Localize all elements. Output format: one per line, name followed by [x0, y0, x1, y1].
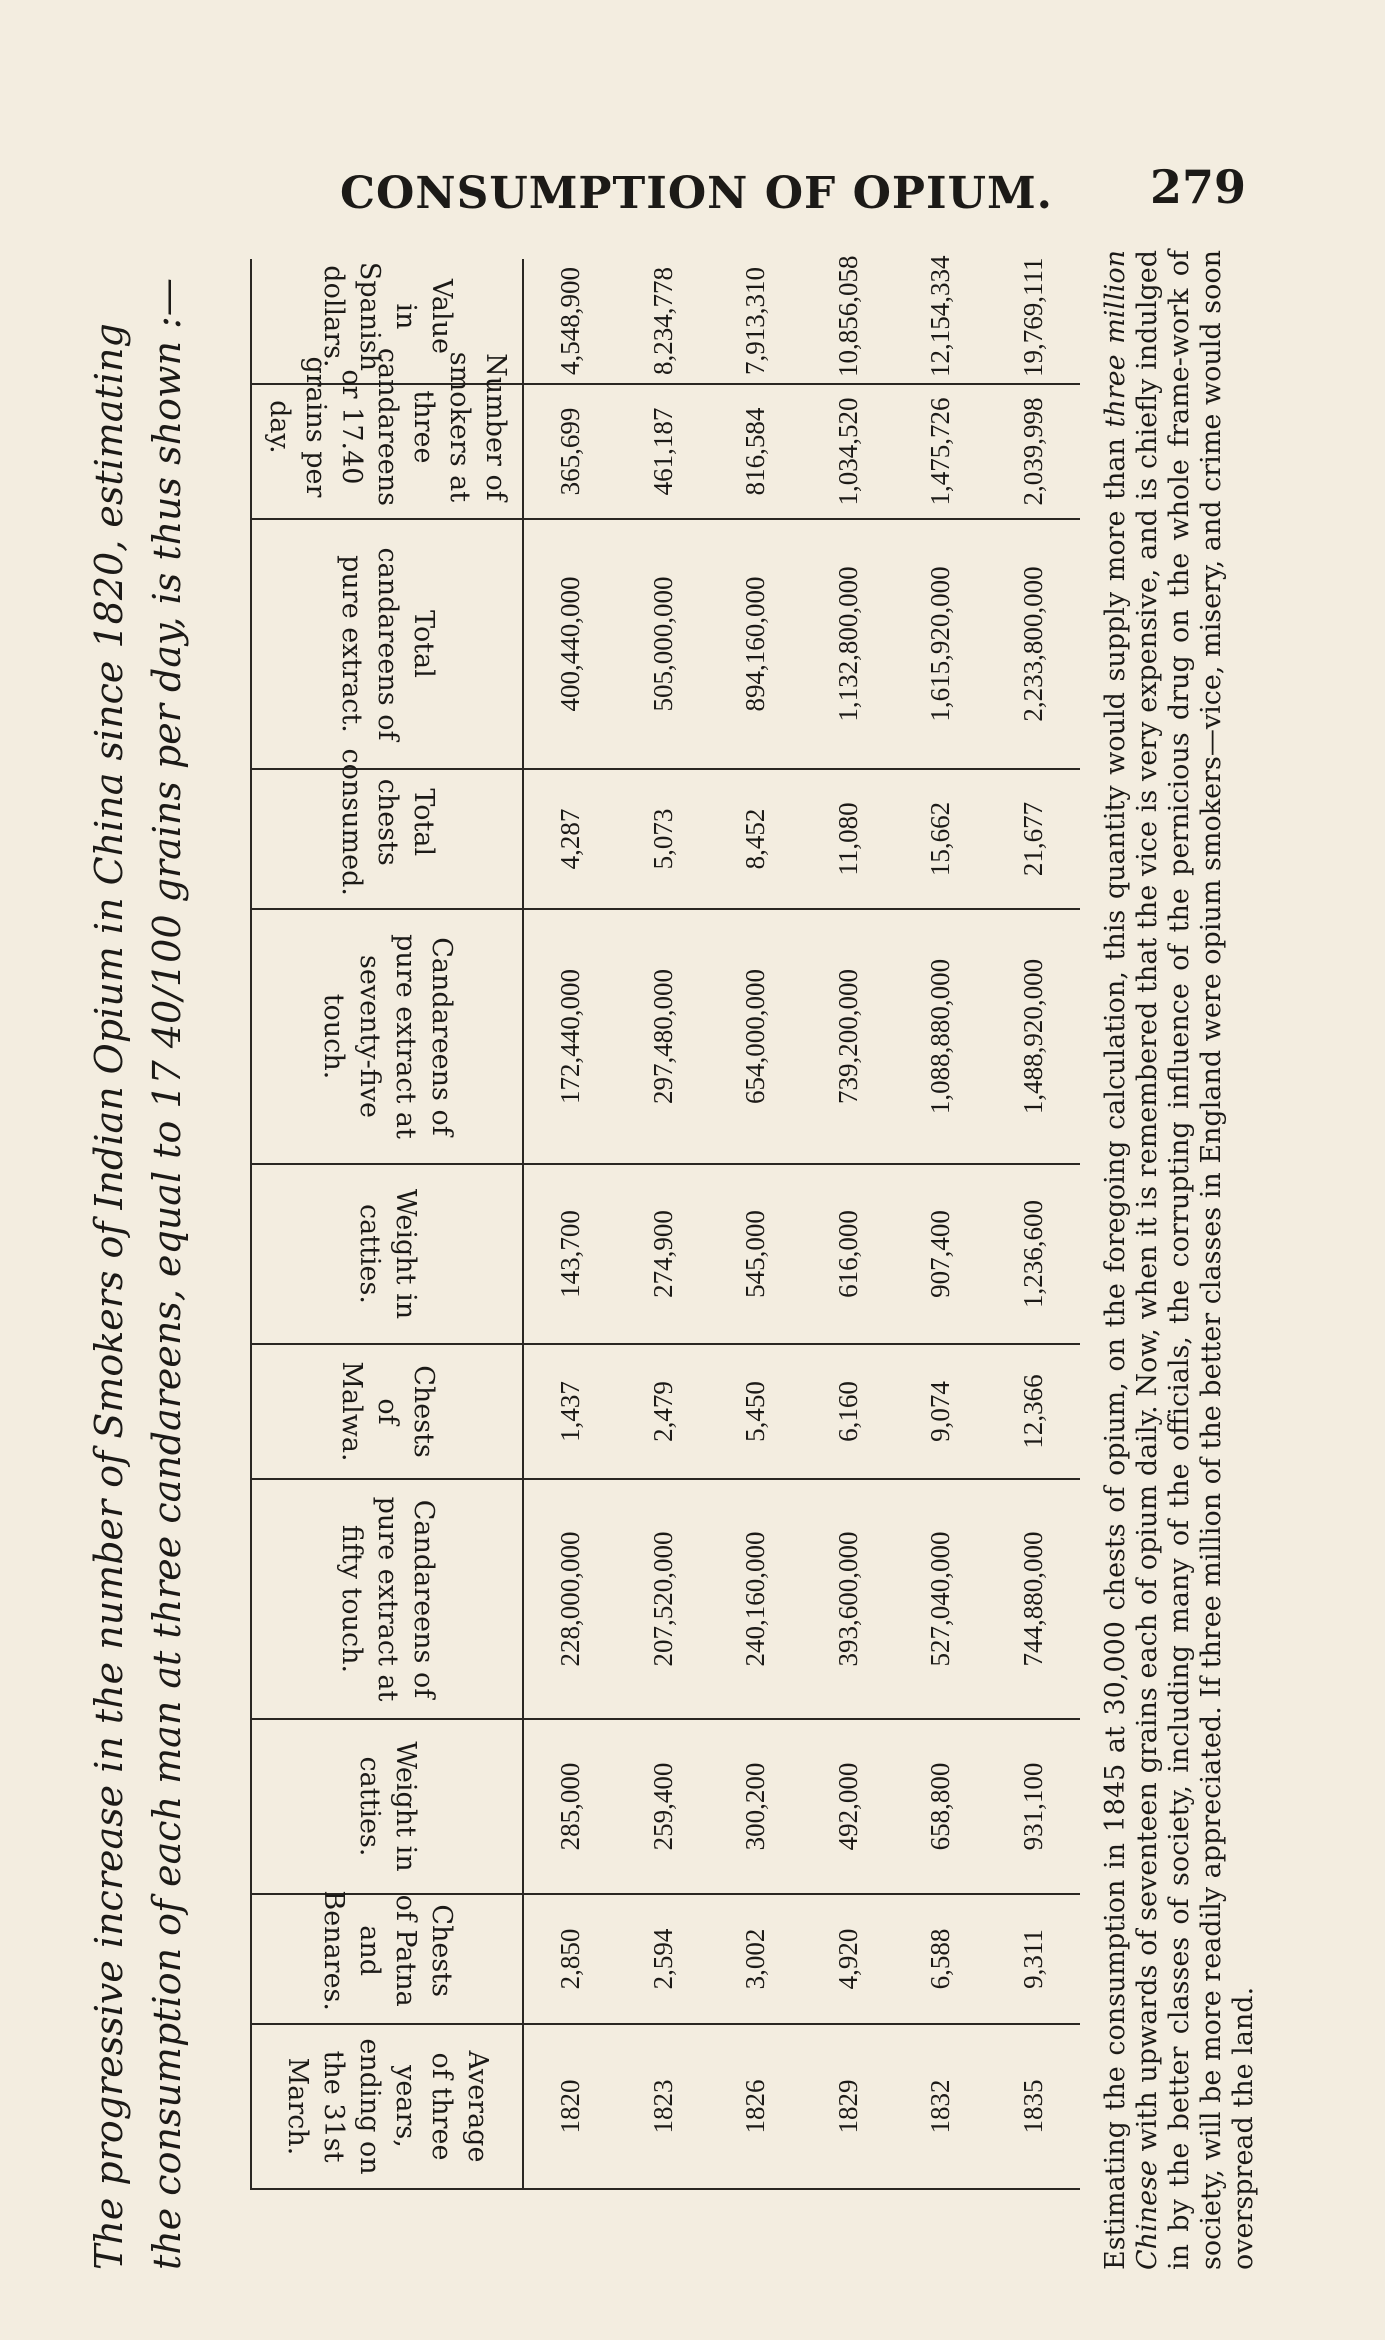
- table-cell: 1832: [895, 2024, 988, 2189]
- table-cell: 4,920: [802, 1894, 895, 2024]
- table-cell: 1820: [523, 2024, 617, 2189]
- table-cell: 1,132,800,000: [802, 519, 895, 769]
- table-caption: The progressive increase in the number of Smokers of Indian Opium in China since 1820, estimating the consumption of each man at three candareens, equal to 17 40/100 grains per day, is thus shown :—: [87, 278, 189, 2270]
- table-cell: 207,520,000: [617, 1479, 710, 1719]
- column-header: Total candareens of pure extract.: [251, 519, 523, 769]
- table-cell: 240,160,000: [709, 1479, 802, 1719]
- table-cell: 274,900: [617, 1164, 710, 1344]
- opium-table: [250, 255, 1080, 2190]
- table-cell: 1,236,600: [987, 1164, 1080, 1344]
- rotated-content: [80, 230, 1280, 2270]
- table-cell: 9,074: [895, 1344, 988, 1479]
- column-header: Candareens of pure extract at fifty touch.: [251, 1479, 523, 1719]
- table-cell: 5,450: [709, 1344, 802, 1479]
- table-cell: 21,677: [987, 769, 1080, 909]
- table-cell: 616,000: [802, 1164, 895, 1344]
- table-cell: 12,154,334: [895, 259, 988, 384]
- table-cell: 400,440,000: [523, 519, 617, 769]
- note-text: Estimating the consumption in 1845 at 30,000 chests of opium, on the foregoing calculation, this quantity would supply more than: [1100, 427, 1131, 2270]
- table-cell: 1,615,920,000: [895, 519, 988, 769]
- table-cell: 1,034,520: [802, 384, 895, 519]
- table-row: [617, 259, 710, 2189]
- table-cell: 365,699: [523, 384, 617, 519]
- table-row: [895, 259, 988, 2189]
- table-cell: 2,594: [617, 1894, 710, 2024]
- table-cell: 19,769,111: [987, 259, 1080, 384]
- page-number: 279: [1150, 160, 1247, 214]
- table-cell: 894,160,000: [709, 519, 802, 769]
- column-header: Chests of Malwa.: [251, 1344, 523, 1479]
- table-cell: 5,073: [617, 769, 710, 909]
- column-header: Total chests consumed.: [251, 769, 523, 909]
- table-cell: 9,311: [987, 1894, 1080, 2024]
- table-cell: 658,800: [895, 1719, 988, 1894]
- table-cell: 1826: [709, 2024, 802, 2189]
- table-cell: 259,400: [617, 1719, 710, 1894]
- table-cell: 461,187: [617, 384, 710, 519]
- table-cell: 2,850: [523, 1894, 617, 2024]
- table-cell: 527,040,000: [895, 1479, 988, 1719]
- table-cell: 2,039,998: [987, 384, 1080, 519]
- table-row: [987, 259, 1080, 2189]
- table-cell: 8,234,778: [617, 259, 710, 384]
- table-header-row: [251, 259, 523, 2189]
- table-row: [523, 259, 617, 2189]
- table-cell: 1,488,920,000: [987, 909, 1080, 1164]
- table-cell: 654,000,000: [709, 909, 802, 1164]
- footnote-paragraph: [1100, 250, 1260, 2270]
- table-cell: 10,856,058: [802, 259, 895, 384]
- table-cell: 1,475,726: [895, 384, 988, 519]
- table-cell: 1835: [987, 2024, 1080, 2189]
- table-cell: 172,440,000: [523, 909, 617, 1164]
- table-cell: 1829: [802, 2024, 895, 2189]
- table-cell: 4,548,900: [523, 259, 617, 384]
- table-cell: 300,200: [709, 1719, 802, 1894]
- table-cell: 285,000: [523, 1719, 617, 1894]
- table-cell: 11,080: [802, 769, 895, 909]
- table-cell: 1,088,880,000: [895, 909, 988, 1164]
- table-cell: 1823: [617, 2024, 710, 2189]
- table-cell: 744,880,000: [987, 1479, 1080, 1719]
- table-cell: 907,400: [895, 1164, 988, 1344]
- table-cell: 3,002: [709, 1894, 802, 2024]
- table-cell: 816,584: [709, 384, 802, 519]
- table-row: [709, 259, 802, 2189]
- table-cell: 143,700: [523, 1164, 617, 1344]
- table-cell: 393,600,000: [802, 1479, 895, 1719]
- column-header: Average of three years, ending on the 31st March.: [251, 2024, 523, 2189]
- table-cell: 2,479: [617, 1344, 710, 1479]
- table-cell: 8,452: [709, 769, 802, 909]
- table-cell: 2,233,800,000: [987, 519, 1080, 769]
- note-text: with upwards of seventeen grains each of opium daily. Now, when it is remembered that the vice is very expensive, and is chiefly indulged in by the better classes of society, including many of the officials, the corrupting influence of the pernicious drug on the whole frame-work of society, will be more readily appreciated. If three million of the better classes in England were opium smokers—vice, misery, and crime would soon overspread the land.: [1132, 250, 1259, 2270]
- table-cell: 228,000,000: [523, 1479, 617, 1719]
- column-header: Candareens of pure extract at seventy-five touch.: [251, 909, 523, 1164]
- table-cell: 545,000: [709, 1164, 802, 1344]
- table-cell: 12,366: [987, 1344, 1080, 1479]
- table-row: [802, 259, 895, 2189]
- column-header: Value in Spanish dollars.: [251, 259, 523, 384]
- table-cell: 6,588: [895, 1894, 988, 2024]
- column-header: Number of smokers at three candareens or 17.40 grains per day.: [251, 384, 523, 519]
- column-header: Weight in catties.: [251, 1719, 523, 1894]
- column-header: Chests of Patna and Benares.: [251, 1894, 523, 2024]
- note-italic: three million Chinese: [1100, 250, 1163, 2270]
- table-cell: 1,437: [523, 1344, 617, 1479]
- table-cell: 15,662: [895, 769, 988, 909]
- column-header: Weight in catties.: [251, 1164, 523, 1344]
- table-cell: 6,160: [802, 1344, 895, 1479]
- table-cell: 739,200,000: [802, 909, 895, 1164]
- table-cell: 4,287: [523, 769, 617, 909]
- table-cell: 492,000: [802, 1719, 895, 1894]
- table-cell: 297,480,000: [617, 909, 710, 1164]
- running-header: CONSUMPTION OF OPIUM.: [340, 168, 1053, 219]
- table-cell: 931,100: [987, 1719, 1080, 1894]
- table-cell: 7,913,310: [709, 259, 802, 384]
- table-cell: 505,000,000: [617, 519, 710, 769]
